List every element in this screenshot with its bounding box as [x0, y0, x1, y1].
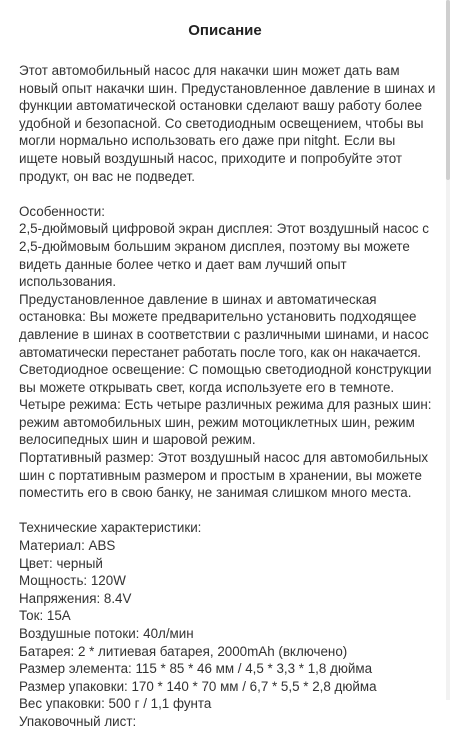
spec-line: Упаковочный лист: [19, 713, 137, 729]
scrollbar[interactable] [446, 0, 450, 700]
text-line: новый опыт накачки шин. Предустановленное давление в шинах и [19, 80, 436, 96]
text-line: остановка: Вы можете предварительно установить подходящее [19, 309, 417, 325]
text-line: Портативный размер: Этот воздушный насос для автомобильных [19, 450, 429, 466]
text-line: Предустановленное давление в шинах и автоматическая [19, 291, 377, 307]
text-line: видеть данные более четко и дает вам лучший опыт [19, 256, 347, 272]
spec-line: Воздушные потоки: 40л/мин [19, 626, 194, 641]
text-line: вы можете открывать свет, когда используете его в темноте. [19, 379, 395, 395]
intro-paragraph [19, 62, 437, 185]
spec-line: Размер упаковки: 170 * 140 * 70 мм / 6,7 * 5,5 * 2,8 дюйма [19, 678, 377, 694]
text-line: автоматически перестанет работать после того, как он накачается. [19, 344, 421, 360]
paragraph-gap [19, 185, 437, 203]
header-bar [0, 0, 450, 52]
section-heading: Технические характеристики: [19, 520, 202, 536]
text-line: Светодиодное освещение: С помощью светодиодной конструкции [19, 362, 432, 378]
text-line: могли нормально использовать его даже при nitght. Если вы [19, 133, 396, 149]
description-body [19, 62, 437, 731]
spec-line: Ток: 15A [19, 608, 71, 624]
text-line: 2,5-дюймовым большим экраном дисплея, поэтому вы можете [19, 238, 410, 254]
page-title: Описание [188, 22, 262, 39]
spec-line: Батарея: 2 * литиевая батарея, 2000mAh (включено) [19, 643, 348, 659]
spec-line: Размер элемента: 115 * 85 * 46 мм / 4,5 * 3,3 * 1,8 дюйма [19, 661, 373, 677]
text-line: поместить его в свою банку, не занимая слишком много места. [19, 485, 412, 501]
text-line: давление в шинах в соответствии с различными шинами, и насос [19, 326, 429, 342]
scrollbar-thumb[interactable] [446, 0, 450, 180]
text-line: шин с портативным размером и простым в хранении, вы можете [19, 467, 422, 483]
spec-line: Напряжения: 8.4V [19, 590, 132, 606]
text-line: режим автомобильных шин, режим мотоциклетных шин, режим [19, 414, 415, 430]
specs-paragraph [19, 519, 437, 730]
section-heading: Особенности: [19, 203, 105, 219]
text-line: велосипедных шин и шаровой режим. [19, 432, 256, 448]
text-line: удобной и безопасной. Со светодиодным освещением, чтобы вы [19, 115, 424, 131]
features-paragraph [19, 203, 437, 502]
text-line: Четыре режима: Есть четыре различных режима для разных шин: [19, 397, 432, 413]
spec-line: Цвет: черный [19, 555, 103, 571]
text-line: Этот автомобильный насос для накачки шин может дать вам [19, 63, 400, 78]
text-line: ищете новый воздушный насос, приходите и попробуйте этот [19, 150, 402, 166]
spec-line: Материал: ABS [19, 538, 116, 554]
spec-line: Мощность: 120W [19, 573, 126, 589]
text-line: 2,5-дюймовый цифровой экран дисплея: Этот воздушный насос с [19, 221, 430, 237]
spec-line: Вес упаковки: 500 г / 1,1 фунта [19, 696, 212, 712]
paragraph-gap [19, 502, 437, 520]
text-line: продукт, он вас не подведет. [19, 168, 195, 184]
text-line: функции автоматической остановки сделают вашу работу более [19, 98, 423, 114]
text-line: использования. [19, 274, 117, 290]
